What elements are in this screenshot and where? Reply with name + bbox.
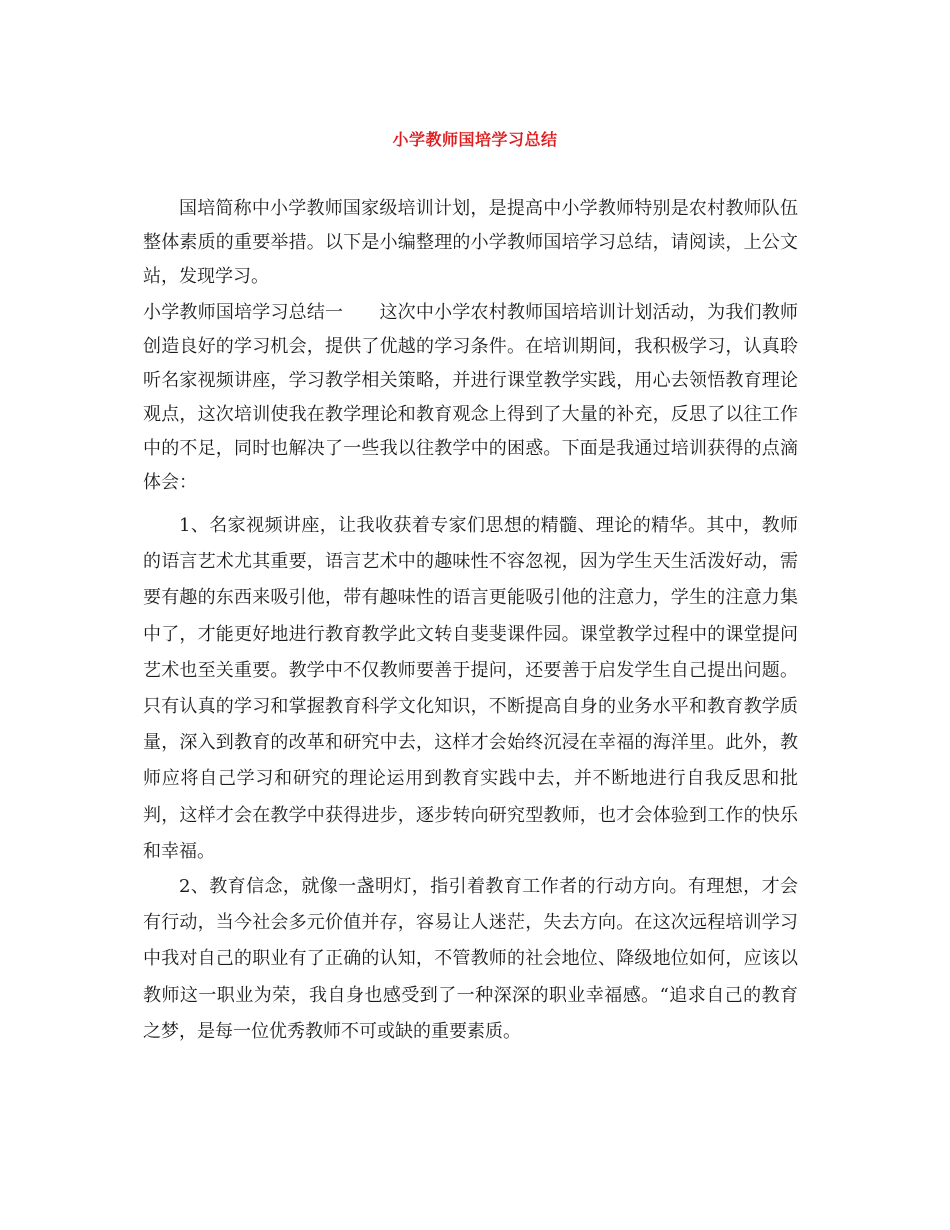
- point-one-paragraph: 1、名家视频讲座，让我收获着专家们思想的精髓、理论的精华。其中，教师的语言艺术尤其重要，语言艺术中的趣味性不容忽视，因为学生天生活泼好动，需要有趣的东西来吸引他，带有趣味性的语言更能吸引他的注意力，学生的注意力集中了，才能更好地进行教育教学此文转自斐斐课件园。课堂教学过程中的课堂提问艺术也至关重要。教学中不仅教师要善于提问，还要善于启发学生自己提出问题。只有认真的学习和掌握教育科学文化知识，不断提高自身的业务水平和教育教学质量，深入到教育的改革和研究中去，这样才会始终沉浸在幸福的海洋里。此外，教师应将自己学习和研究的理论运用到教育实践中去，并不断地进行自我反思和批判，这样才会在教学中获得进步，逐步转向研究型教师，也才会体验到工作的快乐和幸福。: [143, 515, 798, 862]
- point-two-paragraph: 2、教育信念，就像一盏明灯，指引着教育工作者的行动方向。有理想，才会有行动，当今社会多元价值并存，容易让人迷茫，失去方向。在这次远程培训学习中我对自己的职业有了正确的认知，不管教师的社会地位、降级地位如何，应该以教师这一职业为荣，我自身也感受到了一种深深的职业幸福感。“追求自己的教育之梦，是每一位优秀教师不可或缺的重要素质。: [143, 876, 798, 1042]
- section-text: 这次中小学农村教师国培培训计划活动，为我们教师创造良好的学习机会，提供了优越的学习条件。在培训期间，我积极学习，认真聆听名家视频讲座，学习教学相关策略，并进行课堂教学实践，用心去领悟教育理论观点，这次培训使我在教学理论和教育观念上得到了大量的补充，反思了以往工作中的不足，同时也解决了一些我以往教学中的困惑。下面是我通过培训获得的点滴体会：: [143, 302, 798, 493]
- section-paragraph: [143, 296, 798, 500]
- section-heading: 小学教师国培学习总结一: [143, 302, 344, 323]
- document-title: 小学教师国培学习总结: [392, 130, 558, 149]
- intro-paragraph: 国培简称中小学教师国家级培训计划，是提高中小学教师特别是农村教师队伍整体素质的重要举措。以下是小编整理的小学教师国培学习总结，请阅读，上公文站，发现学习。: [143, 198, 798, 287]
